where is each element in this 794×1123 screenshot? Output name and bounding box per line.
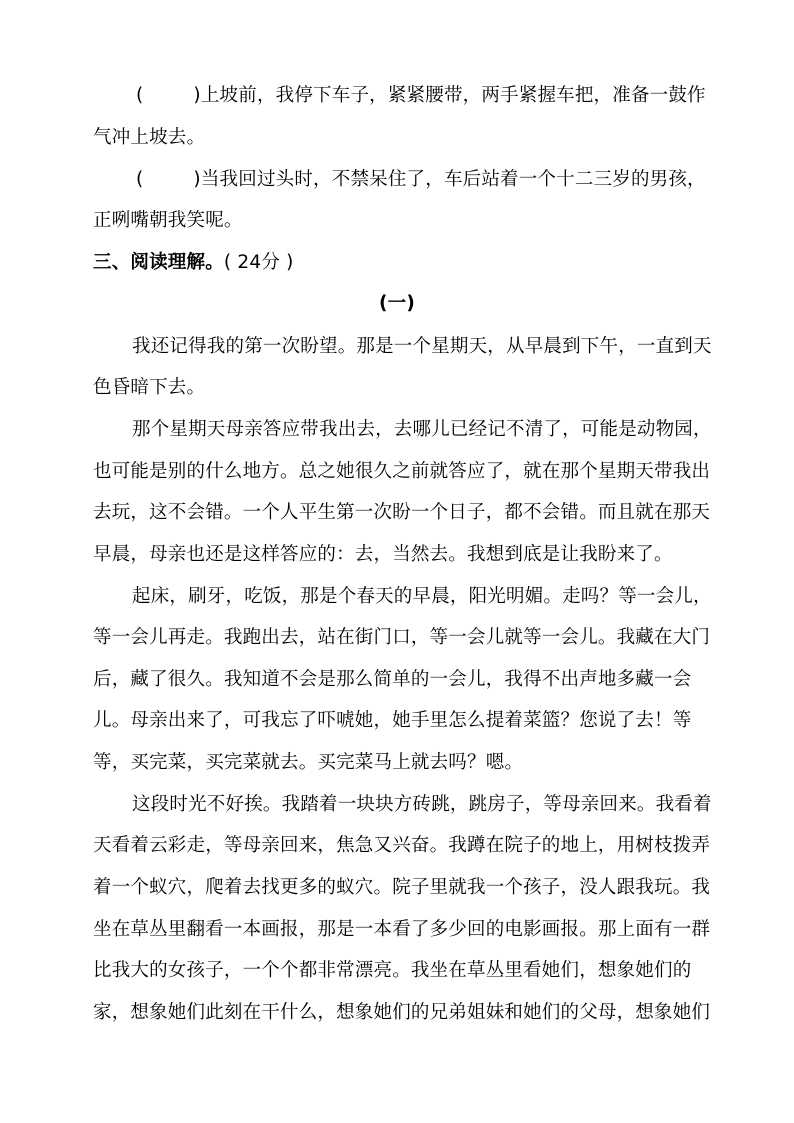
section-title: 三、阅读理解。 <box>93 252 224 273</box>
blank-close-paren: ) <box>193 169 201 190</box>
fill-in-item-2-continuation: 正咧嘴朝我笑呢。 <box>93 210 243 231</box>
passage-line: 等一会儿再走。我跑出去，站在街门口，等一会儿就等一会儿。我藏在大门 <box>93 627 711 648</box>
passage-line: 去玩，这不会错。一个人平生第一次盼一个日子，都不会错。而且就在那天 <box>93 502 711 523</box>
passage-line: 儿。母亲出来了，可我忘了吓唬她，她手里怎么提着菜篮？您说了去！等 <box>93 710 692 731</box>
passage-line: 这段时光不好挨。我踏着一块块方砖跳，跳房子，等母亲回来。我看着 <box>132 794 712 815</box>
fill-in-item-1-continuation: 气冲上坡去。 <box>93 127 206 148</box>
item-text: 上坡前，我停下车子，紧紧腰带，两手紧握车把，准备一鼓作 <box>200 85 706 106</box>
passage-line: 起床，刷牙，吃饭，那是个春天的早晨，阳光明媚。走吗？等一会儿， <box>132 586 712 607</box>
passage-line: 我还记得我的第一次盼望。那是一个星期天，从早晨到下午，一直到天 <box>132 336 712 357</box>
section-heading <box>93 251 725 275</box>
blank-close-paren: ) <box>193 85 201 106</box>
passage-line: 着一个蚁穴，爬着去找更多的蚁穴。院子里就我一个孩子，没人跟我玩。我 <box>93 877 711 898</box>
blank-open-paren: ( <box>136 85 144 106</box>
passage-line: 天看着云彩走，等母亲回来，焦急又兴奋。我蹲在院子的地上，用树枝拨弄 <box>93 835 711 856</box>
fill-in-item-1 <box>136 84 768 108</box>
blank-open-paren: ( <box>136 169 144 190</box>
passage-subheading: (一) <box>378 293 415 314</box>
passage-line: 家，想象她们此刻在干什么，想象她们的兄弟姐妹和她们的父母，想象她们 <box>93 1002 711 1023</box>
fill-in-item-2 <box>136 168 768 192</box>
passage-line: 比我大的女孩子，一个个都非常漂亮。我坐在草丛里看她们，想象她们的 <box>93 960 692 981</box>
passage-line: 后，藏了很久。我知道不会是那么简单的一会儿，我得不出声地多藏一会 <box>93 669 692 690</box>
passage-line: 也可能是别的什么地方。总之她很久之前就答应了，就在那个星期天带我出 <box>93 461 711 482</box>
passage-line: 色昏暗下去。 <box>93 377 206 398</box>
passage-line: 坐在草丛里翻看一本画报，那是一本看了多少回的电影画报。那上面有一群 <box>93 919 711 940</box>
section-score: ( 24分 ) <box>223 252 294 273</box>
item-text: 当我回过头时，不禁呆住了，车后站着一个十二三岁的男孩， <box>200 169 706 190</box>
passage-line: 等，买完菜，买完菜就去。买完菜马上就去吗？嗯。 <box>93 752 524 773</box>
passage-line: 那个星期天母亲答应带我出去，去哪儿已经记不清了，可能是动物园， <box>132 419 712 440</box>
passage-line: 早晨，母亲也还是这样答应的：去，当然去。我想到底是让我盼来了。 <box>93 544 673 565</box>
